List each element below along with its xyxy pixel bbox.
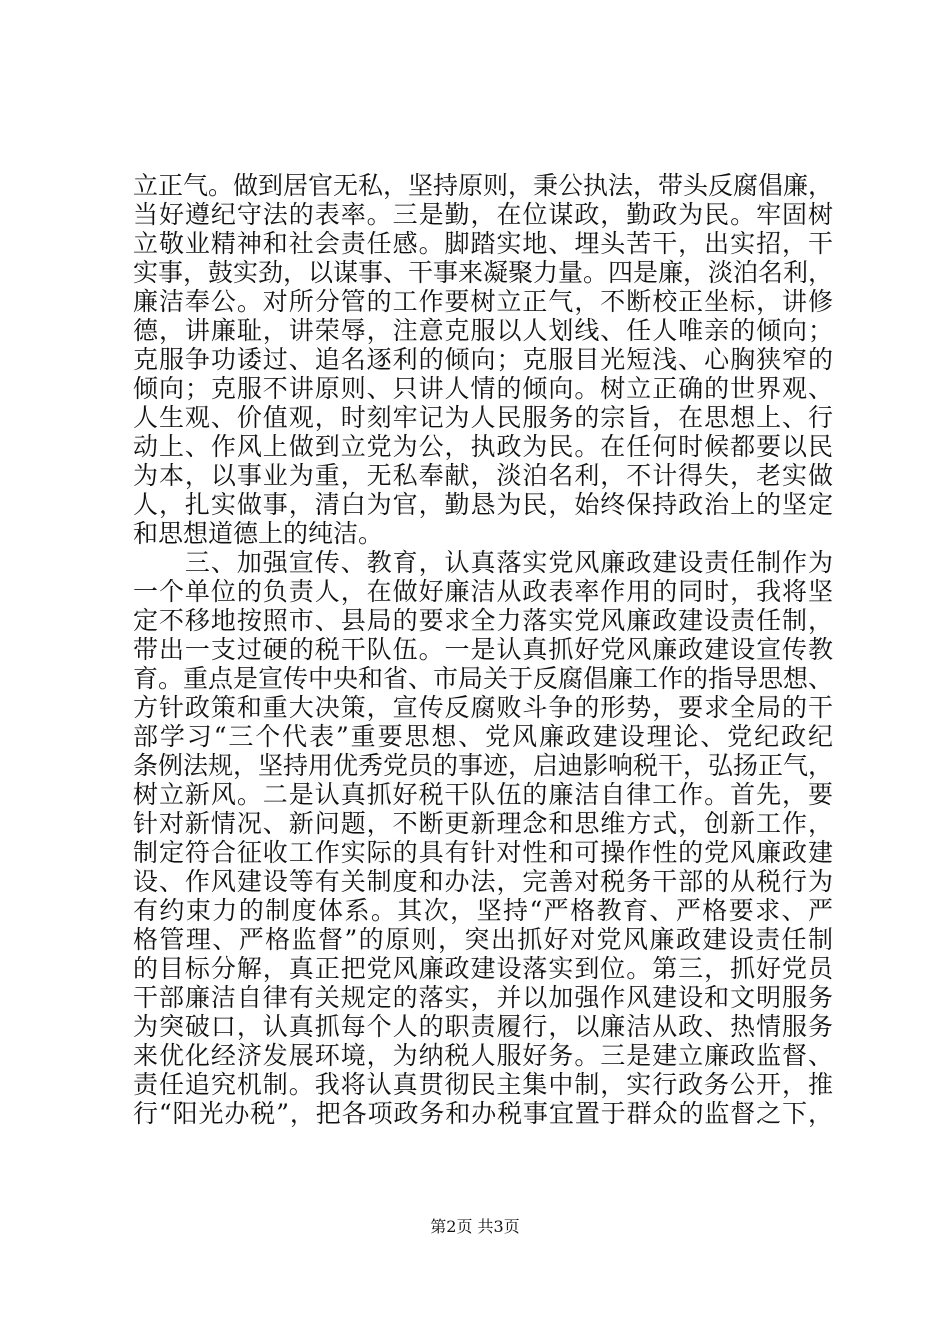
text-line: 当好遵纪守法的表率。三是勤，在位谋政，勤政为民。牢固树 [133,200,833,229]
text-line: 责任追究机制。我将认真贯彻民主集中制，实行政务公开，推 [133,1070,833,1099]
text-line: 带出一支过硬的税干队伍。一是认真抓好党风廉政建设宣传教 [133,635,833,664]
text-line: 干部廉洁自律有关规定的落实，并以加强作风建设和文明服务 [133,983,833,1012]
text-line: 实事，鼓实劲，以谋事、干事来凝聚力量。四是廉，淡泊名利， [133,258,834,287]
body-text [133,171,833,1128]
text-line: 针对新情况、新问题，不断更新理念和思维方式，创新工作， [133,809,833,838]
text-line: 行“阳光办税”，把各项政务和办税事宜置于群众的监督之下， [133,1099,833,1128]
text-line: 制定符合征收工作实际的具有针对性和可操作性的党风廉政建 [133,838,833,867]
text-line: 和思想道德上的纯洁。 [133,519,384,548]
text-line: 为本，以事业为重，无私奉献，淡泊名利，不计得失，老实做 [133,461,833,490]
text-line: 克服争功诿过、追名逐利的倾向；克服目光短浅、心胸狭窄的 [133,345,833,374]
text-line: 育。重点是宣传中央和省、市局关于反腐倡廉工作的指导思想、 [133,664,834,693]
text-line: 部学习“三个代表”重要思想、党风廉政建设理论、党纪政纪 [133,722,833,751]
text-line: 动上、作风上做到立党为公，执政为民。在任何时候都要以民 [133,432,833,461]
text-line: 倾向；克服不讲原则、只讲人情的倾向。树立正确的世界观、 [133,374,833,403]
text-line: 立敬业精神和社会责任感。脚踏实地、埋头苦干，出实招，干 [133,229,833,258]
text-line: 条例法规，坚持用优秀党员的事迹，启迪影响税干，弘扬正气， [133,751,834,780]
text-line: 设、作风建设等有关制度和办法，完善对税务干部的从税行为 [133,867,833,896]
text-line: 立正气。做到居官无私，坚持原则，秉公执法，带头反腐倡廉， [133,171,834,200]
text-line: 方针政策和重大决策，宣传反腐败斗争的形势，要求全局的干 [133,693,833,722]
text-line: 一个单位的负责人，在做好廉洁从政表率作用的同时，我将坚 [133,577,833,606]
text-line: 为突破口，认真抓每个人的职责履行，以廉洁从政、热情服务 [133,1012,833,1041]
text-line: 廉洁奉公。对所分管的工作要树立正气，不断校正坐标，讲修 [133,287,833,316]
text-line: 定不移地按照市、县局的要求全力落实党风廉政建设责任制， [133,606,833,635]
text-line: 的目标分解，真正把党风廉政建设落实到位。第三，抓好党员 [133,954,833,983]
text-line: 有约束力的制度体系。其次，坚持“严格教育、严格要求、严 [133,896,833,925]
text-line: 格管理、严格监督”的原则，突出抓好对党风廉政建设责任制 [133,925,833,954]
text-line: 人，扎实做事，清白为官，勤恳为民，始终保持政治上的坚定 [133,490,833,519]
text-line: 德，讲廉耻，讲荣辱，注意克服以人划线、任人唯亲的倾向； [133,316,833,345]
text-line: 三、加强宣传、教育，认真落实党风廉政建设责任制作为 [133,548,833,577]
text-line: 来优化经济发展环境，为纳税人服好务。三是建立廉政监督、 [133,1041,833,1070]
text-line: 树立新风。二是认真抓好税干队伍的廉洁自律工作。首先，要 [133,780,833,809]
page-footer: 第2页 共3页 [430,1217,520,1236]
text-line: 人生观、价值观，时刻牢记为人民服务的宗旨，在思想上、行 [133,403,833,432]
